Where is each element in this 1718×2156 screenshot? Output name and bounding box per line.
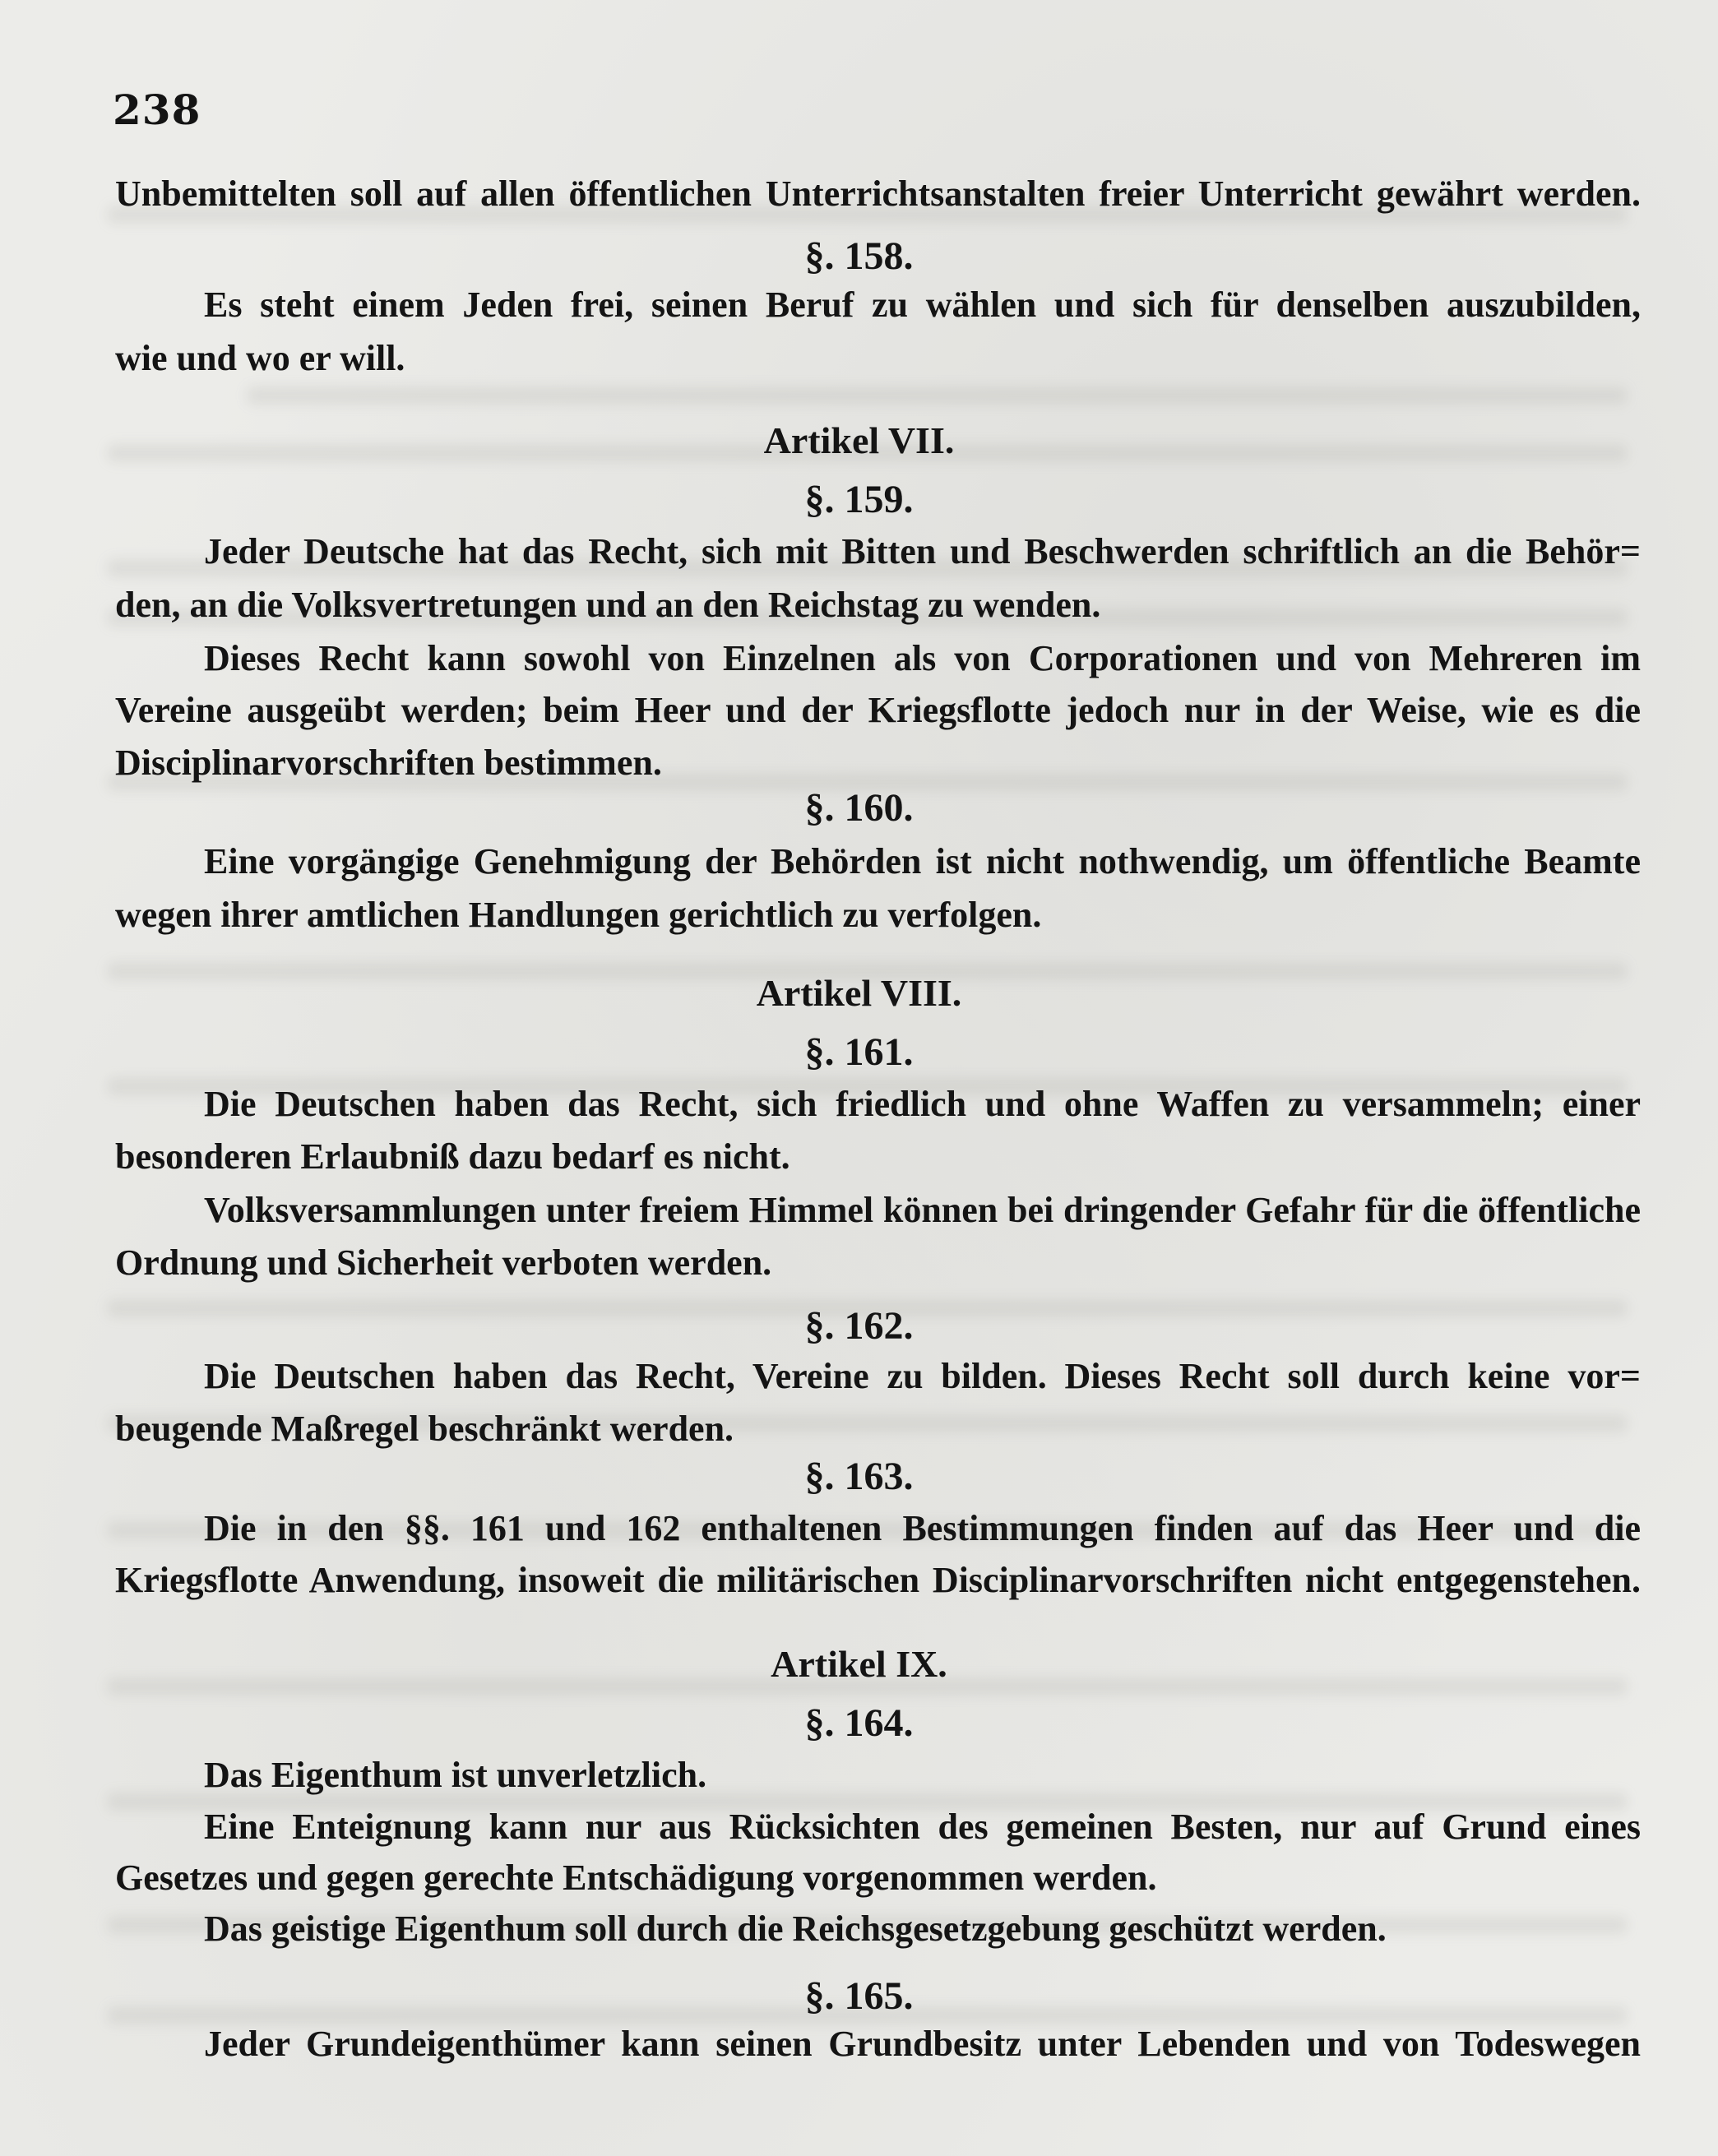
section-heading: §. 158. xyxy=(804,234,914,278)
section-heading: §. 164. xyxy=(804,1701,914,1745)
section-heading: §. 162. xyxy=(804,1304,914,1348)
article-heading: Artikel IX. xyxy=(771,1643,947,1685)
text-line: wegen ihrer amtlichen Handlungen gerichtlich zu verfolgen. xyxy=(115,895,1042,935)
article-heading: Artikel VIII. xyxy=(756,972,962,1014)
text-line: Volksversammlungen unter freiem Himmel können bei dringender Gefahr für die öffentliche xyxy=(204,1190,1641,1230)
text-line: besonderen Erlaubniß dazu bedarf es nicht. xyxy=(115,1136,790,1177)
text-line: Es steht einem Jeden frei, seinen Beruf zu wählen und sich für denselben auszubilden, xyxy=(204,285,1641,325)
text-line: Ordnung und Sicherheit verboten werden. xyxy=(115,1242,772,1283)
text-line: wie und wo er will. xyxy=(115,338,405,378)
section-heading: §. 163. xyxy=(804,1455,914,1498)
text-line: den, an die Volksvertretungen und an den Reichstag zu wenden. xyxy=(115,585,1101,625)
page-number: 238 xyxy=(113,86,201,134)
section-heading: §. 159. xyxy=(804,478,914,521)
text-line: Unbemittelten soll auf allen öffentlichen Unterrichtsanstalten freier Unterricht gewährt werden. xyxy=(115,173,1641,214)
text-line: Das Eigenthum ist unverletzlich. xyxy=(204,1755,707,1795)
text-line: Die in den §§. 161 und 162 enthaltenen Bestimmungen finden auf das Heer und die xyxy=(204,1508,1641,1548)
section-heading: §. 165. xyxy=(804,1974,914,2018)
text-line: Vereine ausgeübt werden; beim Heer und der Kriegsflotte jedoch nur in der Weise, wie es die xyxy=(115,690,1641,730)
text-line: Dieses Recht kann sowohl von Einzelnen als von Corporationen und von Mehreren im xyxy=(204,638,1641,678)
section-heading: §. 160. xyxy=(804,786,914,830)
text-line: Jeder Deutsche hat das Recht, sich mit Bitten und Beschwerden schriftlich an die Behör= xyxy=(204,531,1641,571)
text-line: Eine Enteignung kann nur aus Rücksichten des gemeinen Besten, nur auf Grund eines xyxy=(204,1807,1641,1847)
text-line: Das geistige Eigenthum soll durch die Reichsgesetzgebung geschützt werden. xyxy=(204,1908,1387,1949)
text-line: Gesetzes und gegen gerechte Entschädigung vorgenommen werden. xyxy=(115,1858,1157,1898)
section-heading: §. 161. xyxy=(804,1030,914,1074)
text-line: Disciplinarvorschriften bestimmen. xyxy=(115,743,662,783)
text-line: Die Deutschen haben das Recht, Vereine zu bilden. Dieses Recht soll durch keine vor= xyxy=(204,1356,1641,1396)
text-line: Eine vorgängige Genehmigung der Behörden ist nicht nothwendig, um öffentliche Beamte xyxy=(204,841,1641,881)
text-line: Kriegsflotte Anwendung, insoweit die militärischen Disciplinarvorschriften nicht entgegenstehen. xyxy=(115,1560,1641,1600)
article-heading: Artikel VII. xyxy=(763,419,955,461)
text-line: Jeder Grundeigenthümer kann seinen Grundbesitz unter Lebenden und von Todeswegen xyxy=(204,2024,1641,2064)
text-line: Die Deutschen haben das Recht, sich friedlich und ohne Waffen zu versammeln; einer xyxy=(204,1084,1641,1124)
bleed-through-shadow xyxy=(247,386,1628,405)
text-line: beugende Maßregel beschränkt werden. xyxy=(115,1409,734,1449)
